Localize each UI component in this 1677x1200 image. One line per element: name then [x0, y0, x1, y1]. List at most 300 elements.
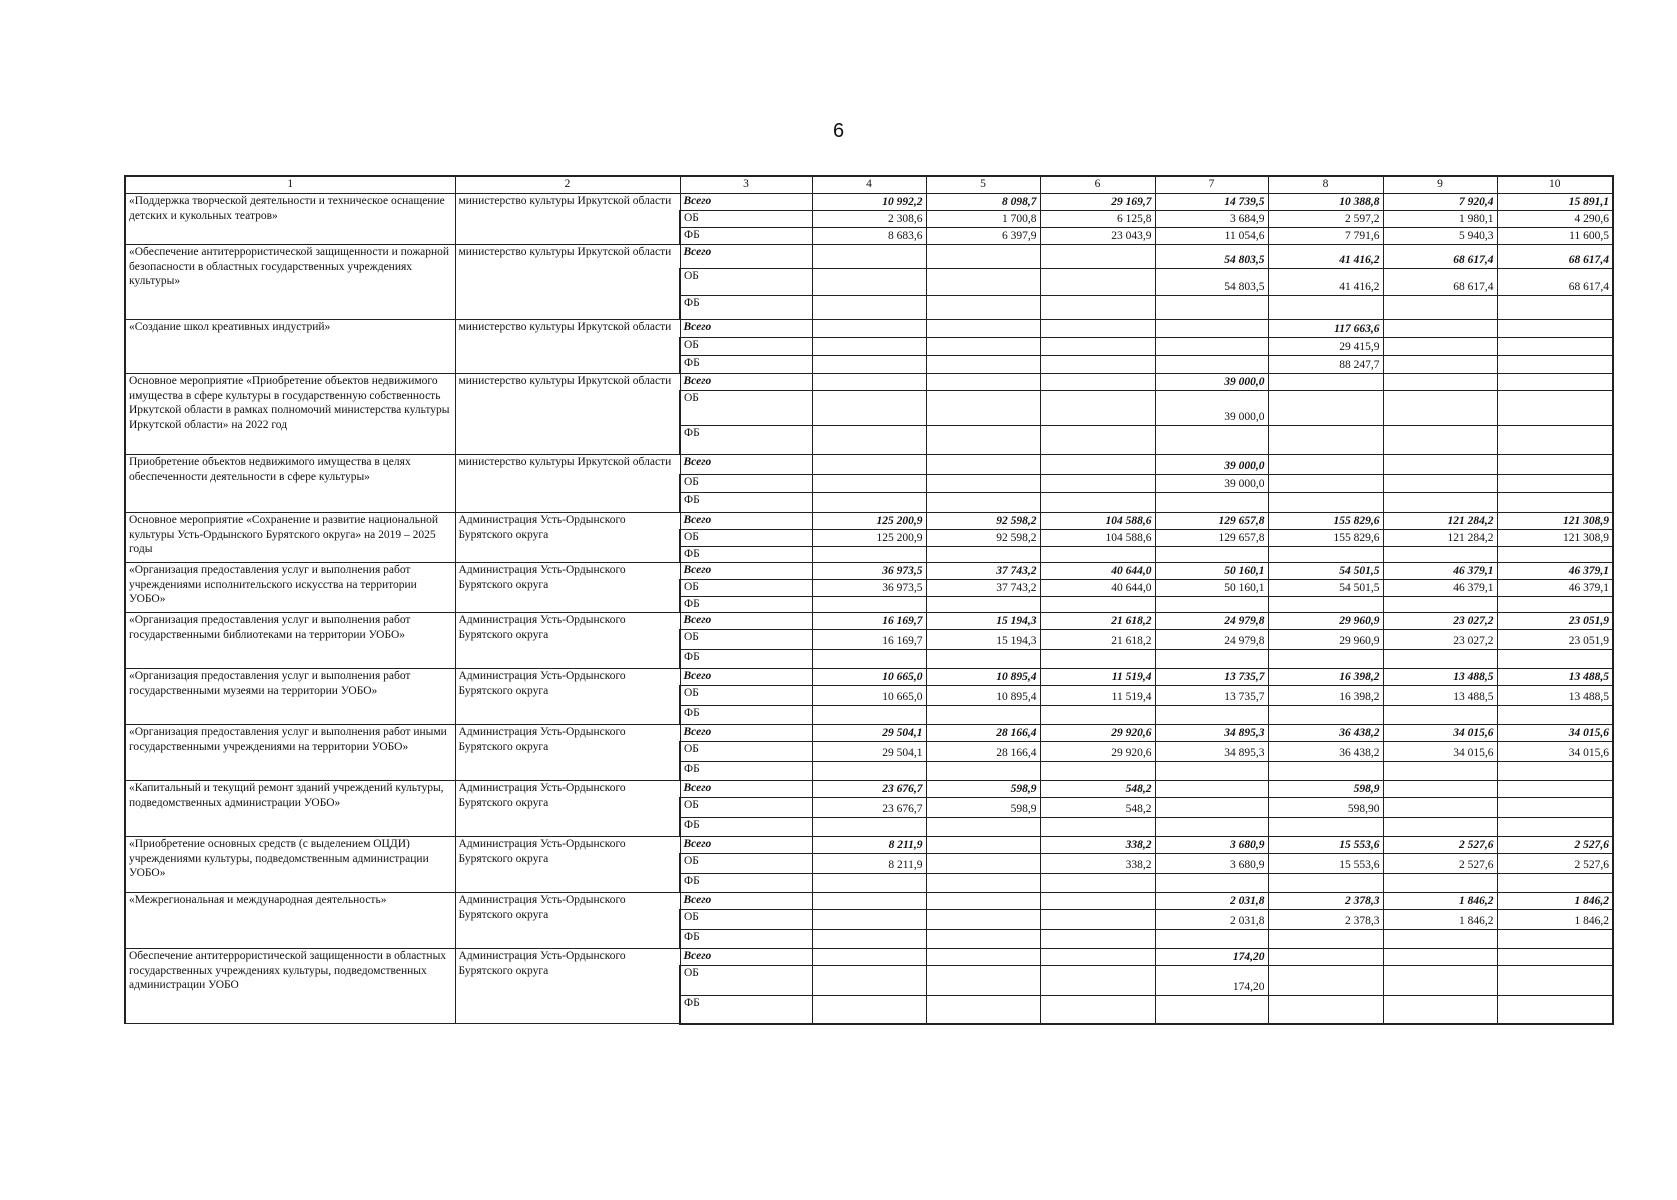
amount-cell: 13 735,7 [1155, 669, 1268, 686]
funding-source: ОБ [680, 530, 812, 547]
column-header: 4 [812, 176, 926, 194]
amount-cell: 23 027,2 [1383, 613, 1497, 630]
measure-name: «Межрегиональная и международная деятельность» [125, 893, 455, 949]
funding-source: ОБ [680, 338, 812, 356]
amount-cell: 1 846,2 [1383, 893, 1497, 910]
amount-cell [812, 874, 926, 893]
amount-cell [1155, 874, 1268, 893]
funding-source: ФБ [680, 597, 812, 613]
table-row [125, 613, 1613, 630]
amount-cell: 7 920,4 [1383, 194, 1497, 211]
amount-cell: 121 308,9 [1497, 513, 1613, 530]
amount-cell [812, 547, 926, 563]
amount-cell: 121 284,2 [1383, 530, 1497, 547]
amount-cell: 15 194,3 [926, 613, 1040, 630]
amount-cell: 16 398,2 [1268, 686, 1383, 706]
amount-cell [1383, 798, 1497, 818]
amount-cell [1383, 966, 1497, 996]
amount-cell: 3 680,9 [1155, 854, 1268, 874]
funding-source: ОБ [680, 475, 812, 493]
amount-cell [926, 949, 1040, 966]
table-row [125, 320, 1613, 338]
amount-cell [1383, 338, 1497, 356]
amount-cell [1268, 597, 1383, 613]
amount-cell: 34 015,6 [1383, 725, 1497, 742]
table-row [125, 725, 1613, 742]
column-header: 6 [1040, 176, 1155, 194]
amount-cell: 13 488,5 [1383, 669, 1497, 686]
amount-cell [1268, 874, 1383, 893]
table-row [125, 893, 1613, 910]
amount-cell [1155, 798, 1268, 818]
amount-cell: 36 438,2 [1268, 742, 1383, 762]
funding-source: ОБ [680, 580, 812, 597]
amount-cell [812, 762, 926, 781]
amount-cell [926, 493, 1040, 513]
funding-source: ФБ [680, 547, 812, 563]
amount-cell [1268, 706, 1383, 725]
funding-source: ФБ [680, 930, 812, 949]
column-header: 1 [125, 176, 455, 194]
amount-cell: 6 397,9 [926, 228, 1040, 245]
amount-cell: 121 308,9 [1497, 530, 1613, 547]
executor-name: Администрация Усть-Ордынского Бурятского округа [455, 725, 680, 781]
amount-cell: 39 000,0 [1155, 475, 1268, 493]
executor-name: министерство культуры Иркутской области [455, 455, 680, 513]
amount-cell [926, 910, 1040, 930]
amount-cell: 15 194,3 [926, 630, 1040, 650]
amount-cell [1497, 874, 1613, 893]
amount-cell: 39 000,0 [1155, 391, 1268, 426]
amount-cell [1383, 356, 1497, 374]
column-header: 9 [1383, 176, 1497, 194]
executor-name: Администрация Усть-Ордынского Бурятского округа [455, 669, 680, 725]
column-header: 8 [1268, 176, 1383, 194]
amount-cell [1497, 455, 1613, 475]
amount-cell: 2 527,6 [1383, 854, 1497, 874]
amount-cell: 598,90 [1268, 798, 1383, 818]
table-row [125, 455, 1613, 475]
amount-cell [926, 426, 1040, 455]
amount-cell [1497, 296, 1613, 320]
table-row [125, 194, 1613, 211]
amount-cell: 29 169,7 [1040, 194, 1155, 211]
amount-cell: 129 657,8 [1155, 530, 1268, 547]
amount-cell [812, 426, 926, 455]
amount-cell: 23 676,7 [812, 781, 926, 798]
amount-cell: 88 247,7 [1268, 356, 1383, 374]
amount-cell: 68 617,4 [1497, 245, 1613, 269]
funding-source: ОБ [680, 854, 812, 874]
amount-cell [812, 949, 926, 966]
amount-cell [1497, 996, 1613, 1024]
amount-cell [1383, 547, 1497, 563]
amount-cell [1268, 391, 1383, 426]
table-row [125, 837, 1613, 854]
amount-cell: 14 739,5 [1155, 194, 1268, 211]
measure-name: «Организация предоставления услуг и выполнения работ государственными библиотеками на территории УОБО» [125, 613, 455, 669]
amount-cell: 338,2 [1040, 854, 1155, 874]
amount-cell [926, 837, 1040, 854]
amount-cell: 11 054,6 [1155, 228, 1268, 245]
amount-cell: 41 416,2 [1268, 245, 1383, 269]
amount-cell [1383, 650, 1497, 669]
amount-cell: 129 657,8 [1155, 513, 1268, 530]
executor-name: Администрация Усть-Ордынского Бурятского округа [455, 613, 680, 669]
amount-cell [1497, 818, 1613, 837]
amount-cell: 29 415,9 [1268, 338, 1383, 356]
amount-cell: 155 829,6 [1268, 513, 1383, 530]
amount-cell: 39 000,0 [1155, 374, 1268, 391]
measure-name: «Организация предоставления услуг и выполнения работ учреждениями исполнительского искусства на территории УОБО» [125, 563, 455, 613]
amount-cell [1155, 818, 1268, 837]
amount-cell: 2 031,8 [1155, 910, 1268, 930]
amount-cell: 54 501,5 [1268, 563, 1383, 580]
amount-cell: 24 979,8 [1155, 613, 1268, 630]
amount-cell [812, 356, 926, 374]
amount-cell: 92 598,2 [926, 530, 1040, 547]
amount-cell: 46 379,1 [1497, 580, 1613, 597]
amount-cell [812, 245, 926, 269]
amount-cell [1383, 391, 1497, 426]
table-row [125, 374, 1613, 391]
amount-cell: 41 416,2 [1268, 269, 1383, 296]
amount-cell: 3 680,9 [1155, 837, 1268, 854]
amount-cell [812, 650, 926, 669]
amount-cell: 36 973,5 [812, 563, 926, 580]
amount-cell [1383, 597, 1497, 613]
amount-cell: 36 438,2 [1268, 725, 1383, 742]
amount-cell: 121 284,2 [1383, 513, 1497, 530]
amount-cell: 46 379,1 [1497, 563, 1613, 580]
amount-cell: 2 378,3 [1268, 910, 1383, 930]
funding-source: ОБ [680, 211, 812, 228]
amount-cell: 11 519,4 [1040, 686, 1155, 706]
amount-cell: 598,9 [1268, 781, 1383, 798]
amount-cell [812, 338, 926, 356]
amount-cell [926, 269, 1040, 296]
amount-cell: 155 829,6 [1268, 530, 1383, 547]
amount-cell [1155, 426, 1268, 455]
measure-name: «Организация предоставления услуг и выполнения работ иными государственными учреждениями на территории УОБО» [125, 725, 455, 781]
amount-cell [1497, 320, 1613, 338]
amount-cell [1155, 930, 1268, 949]
funding-source: ФБ [680, 818, 812, 837]
amount-cell: 6 125,8 [1040, 211, 1155, 228]
amount-cell: 7 791,6 [1268, 228, 1383, 245]
amount-cell: 1 980,1 [1383, 211, 1497, 228]
amount-cell [926, 966, 1040, 996]
amount-cell: 23 027,2 [1383, 630, 1497, 650]
amount-cell: 10 665,0 [812, 686, 926, 706]
column-header: 7 [1155, 176, 1268, 194]
amount-cell: 11 519,4 [1040, 669, 1155, 686]
column-header: 3 [680, 176, 812, 194]
amount-cell: 68 617,4 [1383, 245, 1497, 269]
amount-cell: 2 378,3 [1268, 893, 1383, 910]
amount-cell [926, 996, 1040, 1024]
amount-cell [1268, 547, 1383, 563]
amount-cell: 15 891,1 [1497, 194, 1613, 211]
funding-source: Всего [680, 374, 812, 391]
executor-name: Администрация Усть-Ордынского Бурятского округа [455, 513, 680, 563]
amount-cell [1040, 426, 1155, 455]
amount-cell: 40 644,0 [1040, 563, 1155, 580]
funding-source: ФБ [680, 874, 812, 893]
measure-name: «Создание школ креативных индустрий» [125, 320, 455, 374]
amount-cell: 3 684,9 [1155, 211, 1268, 228]
amount-cell [1383, 426, 1497, 455]
amount-cell: 2 527,6 [1497, 837, 1613, 854]
amount-cell [1383, 949, 1497, 966]
amount-cell [812, 320, 926, 338]
amount-cell: 54 803,5 [1155, 269, 1268, 296]
amount-cell: 13 488,5 [1497, 669, 1613, 686]
executor-name: Администрация Усть-Ордынского Бурятского округа [455, 781, 680, 837]
amount-cell [926, 854, 1040, 874]
amount-cell [1268, 426, 1383, 455]
amount-cell [812, 391, 926, 426]
amount-cell [1268, 966, 1383, 996]
amount-cell: 29 960,9 [1268, 613, 1383, 630]
amount-cell: 2 527,6 [1383, 837, 1497, 854]
amount-cell [1497, 426, 1613, 455]
amount-cell: 13 735,7 [1155, 686, 1268, 706]
amount-cell [1497, 493, 1613, 513]
amount-cell [926, 320, 1040, 338]
amount-cell [1155, 650, 1268, 669]
amount-cell [926, 338, 1040, 356]
amount-cell: 23 043,9 [1040, 228, 1155, 245]
measure-name: «Приобретение основных средств (с выделением ОЦДИ) учреждениями культуры, подведомственным администрации УОБО» [125, 837, 455, 893]
table-row [125, 245, 1613, 269]
amount-cell: 1 846,2 [1497, 893, 1613, 910]
amount-cell: 54 803,5 [1155, 245, 1268, 269]
amount-cell [812, 493, 926, 513]
amount-cell: 598,9 [926, 798, 1040, 818]
amount-cell: 13 488,5 [1497, 686, 1613, 706]
amount-cell: 23 676,7 [812, 798, 926, 818]
executor-name: министерство культуры Иркутской области [455, 245, 680, 320]
amount-cell [1040, 706, 1155, 725]
amount-cell: 4 290,6 [1497, 211, 1613, 228]
funding-source: ФБ [680, 762, 812, 781]
table-row [125, 949, 1613, 966]
amount-cell [1040, 356, 1155, 374]
amount-cell [1497, 356, 1613, 374]
amount-cell [1268, 818, 1383, 837]
amount-cell [1383, 374, 1497, 391]
amount-cell [1497, 966, 1613, 996]
funding-source: ФБ [680, 493, 812, 513]
amount-cell: 174,20 [1155, 966, 1268, 996]
amount-cell [1155, 706, 1268, 725]
executor-name: Администрация Усть-Ордынского Бурятского округа [455, 893, 680, 949]
funding-source: ОБ [680, 686, 812, 706]
amount-cell: 338,2 [1040, 837, 1155, 854]
amount-cell [1155, 996, 1268, 1024]
funding-source: ФБ [680, 228, 812, 245]
amount-cell [1497, 391, 1613, 426]
amount-cell [1497, 650, 1613, 669]
amount-cell: 1 846,2 [1497, 910, 1613, 930]
amount-cell: 548,2 [1040, 781, 1155, 798]
amount-cell: 125 200,9 [812, 530, 926, 547]
amount-cell [1040, 320, 1155, 338]
amount-cell [812, 475, 926, 493]
amount-cell [812, 706, 926, 725]
amount-cell [1155, 320, 1268, 338]
column-header: 5 [926, 176, 1040, 194]
column-number-row [125, 176, 1613, 194]
amount-cell: 29 920,6 [1040, 725, 1155, 742]
amount-cell [1155, 597, 1268, 613]
amount-cell [1383, 781, 1497, 798]
amount-cell: 125 200,9 [812, 513, 926, 530]
amount-cell: 16 169,7 [812, 630, 926, 650]
funding-source: Всего [680, 669, 812, 686]
funding-source: Всего [680, 320, 812, 338]
amount-cell [1040, 996, 1155, 1024]
measure-name: Обеспечение антитеррористической защищенности в областных государственных учреждениях культуры, подведомственных администрации УОБО [125, 949, 455, 1024]
measure-name: Приобретение объектов недвижимого имущества в целях обеспеченности деятельности в сфере культуры» [125, 455, 455, 513]
column-header: 10 [1497, 176, 1613, 194]
amount-cell: 5 940,3 [1383, 228, 1497, 245]
amount-cell: 16 398,2 [1268, 669, 1383, 686]
amount-cell [1497, 475, 1613, 493]
amount-cell [1040, 547, 1155, 563]
amount-cell [1268, 475, 1383, 493]
amount-cell [1383, 706, 1497, 725]
funding-source: Всего [680, 837, 812, 854]
amount-cell: 10 992,2 [812, 194, 926, 211]
amount-cell [812, 893, 926, 910]
amount-cell [1040, 949, 1155, 966]
amount-cell [1268, 296, 1383, 320]
measure-name: Основное мероприятие «Приобретение объектов недвижимого имущества в сфере культуры в государственную собственность Иркутской области в рамках полномочий министерства культуры Иркутской области» на 2022 год [125, 374, 455, 455]
amount-cell: 29 920,6 [1040, 742, 1155, 762]
funding-source: ОБ [680, 269, 812, 296]
amount-cell [1497, 781, 1613, 798]
amount-cell [1155, 296, 1268, 320]
funding-source: ФБ [680, 996, 812, 1024]
amount-cell [1383, 762, 1497, 781]
amount-cell: 46 379,1 [1383, 563, 1497, 580]
amount-cell: 23 051,9 [1497, 630, 1613, 650]
amount-cell [926, 475, 1040, 493]
amount-cell: 40 644,0 [1040, 580, 1155, 597]
measure-name: «Капитальный и текущий ремонт зданий учреждений культуры, подведомственных администрации УОБО» [125, 781, 455, 837]
amount-cell [926, 650, 1040, 669]
amount-cell: 34 015,6 [1497, 742, 1613, 762]
amount-cell [1040, 893, 1155, 910]
amount-cell [1497, 706, 1613, 725]
table-row [125, 781, 1613, 798]
budget-table [124, 175, 1614, 1025]
funding-source: ОБ [680, 910, 812, 930]
amount-cell [812, 966, 926, 996]
funding-source: Всего [680, 194, 812, 211]
funding-source: Всего [680, 513, 812, 530]
amount-cell: 68 617,4 [1383, 269, 1497, 296]
amount-cell [1155, 338, 1268, 356]
amount-cell: 34 895,3 [1155, 742, 1268, 762]
amount-cell [1268, 455, 1383, 475]
amount-cell: 39 000,0 [1155, 455, 1268, 475]
executor-name: Администрация Усть-Ордынского Бурятского округа [455, 949, 680, 1024]
page-number: 6 [832, 120, 845, 142]
amount-cell [812, 597, 926, 613]
amount-cell [1383, 996, 1497, 1024]
amount-cell [1040, 874, 1155, 893]
amount-cell: 1 846,2 [1383, 910, 1497, 930]
funding-source: ФБ [680, 650, 812, 669]
amount-cell: 21 618,2 [1040, 613, 1155, 630]
amount-cell [1040, 296, 1155, 320]
amount-cell [1383, 475, 1497, 493]
amount-cell [1268, 374, 1383, 391]
amount-cell [1383, 320, 1497, 338]
amount-cell [1497, 597, 1613, 613]
amount-cell: 598,9 [926, 781, 1040, 798]
amount-cell: 68 617,4 [1497, 269, 1613, 296]
amount-cell: 174,20 [1155, 949, 1268, 966]
measure-name: «Поддержка творческой деятельности и техническое оснащение детских и кукольных театров» [125, 194, 455, 245]
amount-cell [1268, 996, 1383, 1024]
amount-cell [1040, 762, 1155, 781]
amount-cell [926, 706, 1040, 725]
amount-cell [812, 910, 926, 930]
amount-cell [1383, 493, 1497, 513]
amount-cell [1040, 650, 1155, 669]
amount-cell [926, 547, 1040, 563]
amount-cell [1040, 338, 1155, 356]
amount-cell: 8 683,6 [812, 228, 926, 245]
amount-cell [1497, 762, 1613, 781]
amount-cell [812, 269, 926, 296]
amount-cell [1040, 910, 1155, 930]
amount-cell [1383, 874, 1497, 893]
amount-cell [1497, 547, 1613, 563]
amount-cell [1383, 296, 1497, 320]
amount-cell [1268, 949, 1383, 966]
amount-cell [1155, 781, 1268, 798]
amount-cell: 29 504,1 [812, 725, 926, 742]
amount-cell [1155, 356, 1268, 374]
amount-cell: 1 700,8 [926, 211, 1040, 228]
amount-cell: 15 553,6 [1268, 837, 1383, 854]
amount-cell: 2 308,6 [812, 211, 926, 228]
amount-cell [1497, 338, 1613, 356]
amount-cell: 34 895,3 [1155, 725, 1268, 742]
amount-cell [1268, 762, 1383, 781]
column-header: 2 [455, 176, 680, 194]
amount-cell [1040, 245, 1155, 269]
amount-cell: 28 166,4 [926, 742, 1040, 762]
amount-cell [926, 245, 1040, 269]
amount-cell [1040, 930, 1155, 949]
amount-cell [926, 762, 1040, 781]
funding-source: Всего [680, 725, 812, 742]
amount-cell [1497, 374, 1613, 391]
funding-source: Всего [680, 563, 812, 580]
amount-cell: 16 169,7 [812, 613, 926, 630]
funding-source: ОБ [680, 798, 812, 818]
amount-cell: 34 015,6 [1497, 725, 1613, 742]
funding-source: ОБ [680, 742, 812, 762]
amount-cell: 10 895,4 [926, 669, 1040, 686]
amount-cell [1155, 762, 1268, 781]
